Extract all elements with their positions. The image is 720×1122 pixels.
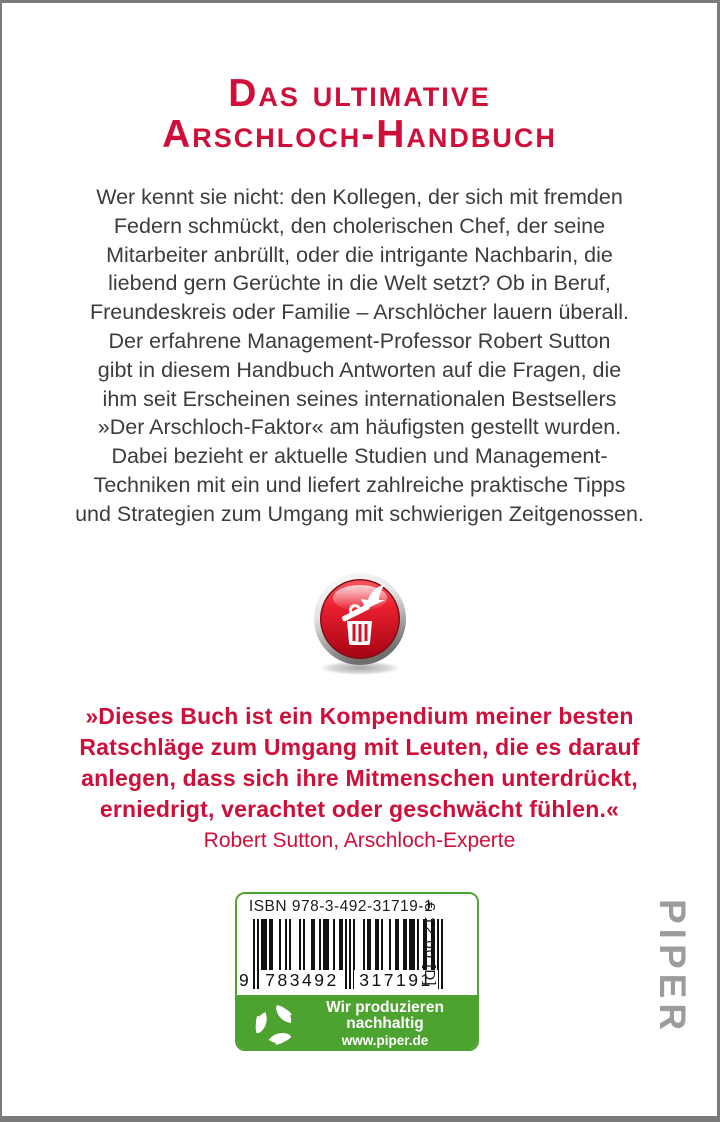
trash-button-graphic (2, 569, 717, 677)
barcode-digit-group1: 783492 (260, 970, 344, 990)
price-label: € 12,00 [D] (421, 902, 438, 987)
barcode-panel (237, 894, 477, 995)
barcode-digit-left: 9 (239, 970, 249, 990)
eco-line1: Wir produzieren (326, 998, 444, 1016)
eco-website: www.piper.de (341, 1032, 429, 1048)
publisher-logo-piper: PIPER (652, 899, 693, 1036)
eco-text (299, 1000, 477, 1049)
blurb-text: Wer kennt sie nicht: den Kollegen, der sich mit fremden Federn schmückt, den cholerischen Chef, der seine Mitarbeiter anbrüllt, oder die intrigante Nachbarin, die liebend gern Gerüchte in die Welt setzt? Ob in Beruf, Freundeskreis oder Familie – Arschlöcher lauern überall. Der erfahrene Management-Professor Robert Sutton gibt in diesem Handbuch Antworten auf die Fragen, die ihm seit Erscheinen seines internationalen Bestsellers »Der Arschloch-Faktor« am häufigsten gestellt wurden. Dabei bezieht er aktuelle Studien und Management- Techniken mit ein und liefert zahlreiche praktische Tipps und Strategien zum Umgang mit schwierigen Zeitgenossen. (75, 185, 644, 526)
book-title (2, 73, 717, 155)
recycling-leaves-icon (251, 1000, 299, 1048)
quote-text: »Dieses Buch ist ein Kompendium meiner besten Ratschläge zum Umgang mit Leuten, die es darauf anlegen, dass sich ihre Mitmenschen unterdrückt, erniedrigt, verachtet oder geschwächt fühlen.« (79, 702, 640, 822)
trash-delete-button-icon (308, 569, 412, 677)
eco-panel (237, 995, 477, 1051)
eco-line2: nachhaltig (346, 1014, 424, 1032)
isbn-number: ISBN 978-3-492-31719-1 (248, 898, 434, 915)
barcode-digit-group2: 317191 (354, 970, 438, 990)
book-title-line1: Das ultimative (228, 72, 491, 115)
book-title-line2: Arschloch-Handbuch (162, 113, 557, 156)
quote-attribution: Robert Sutton, Arschloch-Experte (203, 828, 516, 852)
isbn-eco-badge (235, 892, 479, 1051)
ean-barcode (239, 919, 443, 991)
